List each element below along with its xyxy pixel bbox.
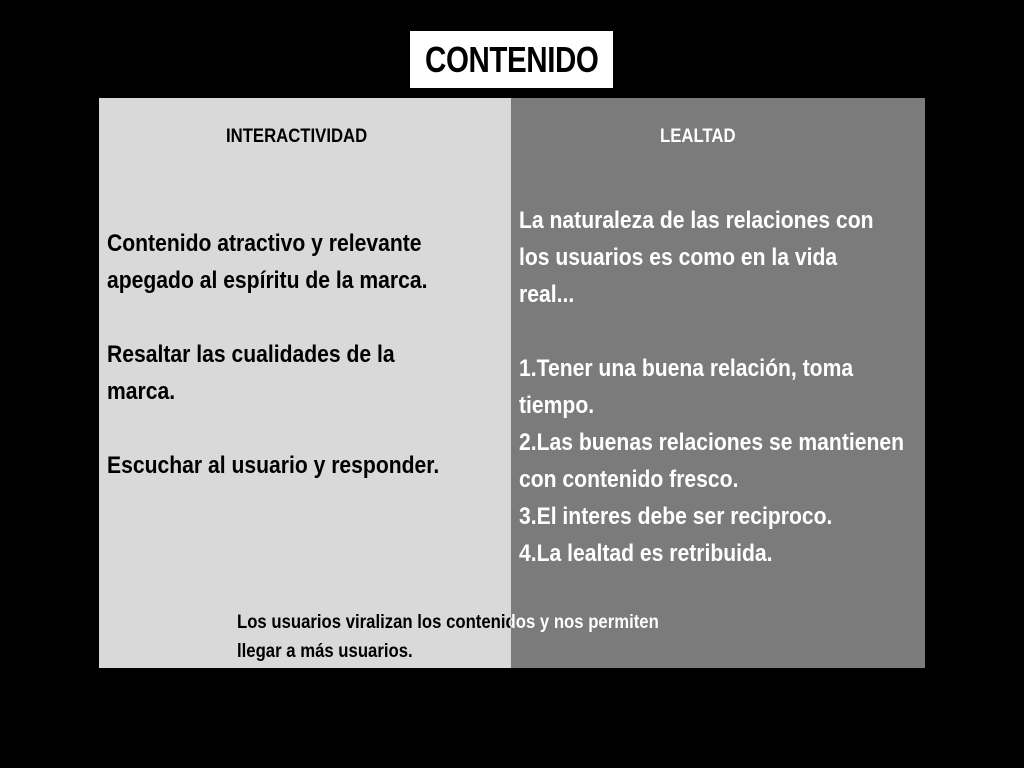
left-paragraph: Escuchar al usuario y responder. (107, 452, 440, 479)
right-column-body (519, 202, 915, 572)
slide-title: CONTENIDO (424, 38, 599, 80)
bottom-note (237, 608, 739, 666)
left-paragraph: Resaltar las cualidades de la marca. (107, 341, 395, 405)
left-column-body (107, 225, 477, 484)
right-intro: La naturaleza de las relaciones con los usuarios es como en la vida real... (519, 207, 874, 308)
right-list-item: 1.Tener una buena relación, toma tiempo. (519, 355, 854, 419)
right-list-item: 2.Las buenas relaciones se mantienen con contenido fresco. (519, 429, 905, 493)
right-list-item: 4.La lealtad es retribuida. (519, 540, 773, 567)
title-box (410, 31, 613, 88)
right-column-header: LEALTAD (660, 126, 736, 147)
bottom-note-line: llegar a más usuarios. (237, 641, 413, 662)
left-column-header: INTERACTIVIDAD (226, 126, 368, 147)
left-paragraph: Contenido atractivo y relevante apegado al espíritu de la marca. (107, 230, 428, 294)
right-list-item: 3.El interes debe ser reciproco. (519, 503, 833, 530)
bottom-note-line: Los usuarios viralizan los contenidos y nos permiten (237, 612, 659, 633)
